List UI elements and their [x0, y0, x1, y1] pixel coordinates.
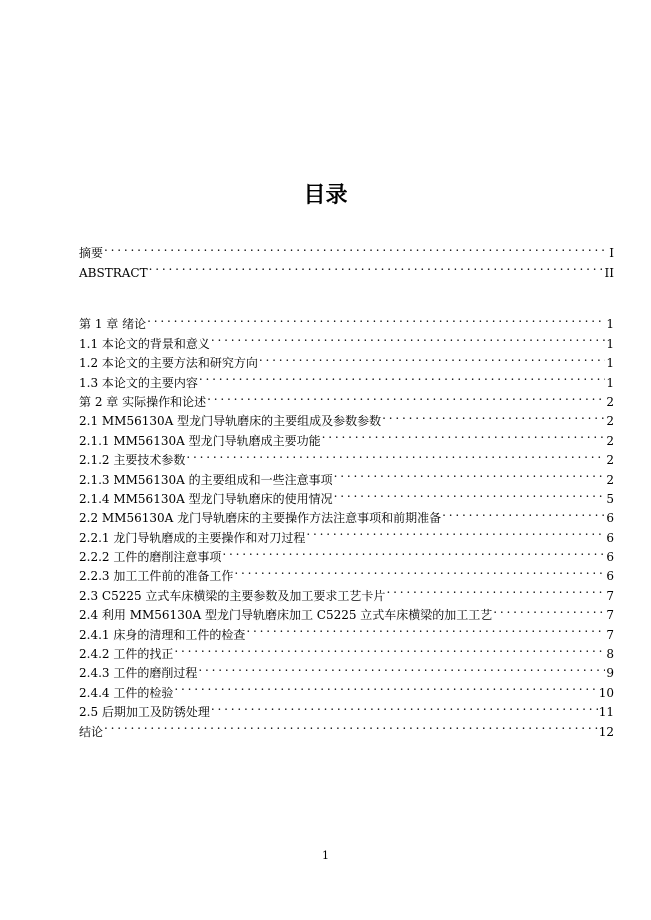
dot-leader: [222, 542, 605, 561]
dot-leader: [442, 503, 605, 522]
page-number: 1: [322, 849, 329, 862]
dot-leader: [147, 309, 605, 328]
toc-entry-page: 11: [598, 705, 614, 720]
toc-entry-label: ABSTRACT: [79, 265, 148, 280]
toc-entry-label: 2.2.2 工件的磨削注意事项: [79, 550, 222, 565]
dot-leader: [234, 561, 605, 580]
dot-leader: [334, 464, 606, 483]
dot-leader: [382, 406, 605, 425]
toc-entry-page: 7: [606, 608, 614, 623]
toc-entry-page: 10: [598, 685, 614, 700]
dot-leader: [198, 658, 605, 677]
dot-leader: [199, 367, 605, 386]
dot-leader: [493, 600, 605, 619]
toc-entry-label: 2.1 MM56130A 型龙门导轨磨床的主要组成及参数参数: [79, 414, 382, 429]
dot-leader: [174, 677, 597, 696]
dot-leader: [386, 580, 605, 599]
toc-entry-page: 1: [606, 317, 614, 332]
toc-entry-page: 2: [606, 472, 614, 487]
toc-entry-page: 1: [606, 336, 614, 351]
toc-entry-page: 6: [606, 511, 614, 526]
toc-front-matter: [79, 238, 614, 280]
dot-leader: [211, 697, 598, 716]
toc-entry-label: 2.2.1 龙门导轨磨成的主要操作和对刀过程: [79, 530, 306, 545]
page-title: 目录: [303, 183, 348, 208]
toc-entry-label: 2.1.4 MM56130A 型龙门导轨磨床的使用情况: [79, 491, 333, 506]
toc-entry-label: 2.3 C5225 立式车床横梁的主要参数及加工要求工艺卡片: [79, 588, 386, 603]
toc-entry[interactable]: [79, 309, 614, 332]
toc-entry-page: 7: [606, 627, 614, 642]
toc-entry-label: 2.2.3 加工工件前的准备工作: [79, 569, 234, 584]
toc-entry-label: 2.1.3 MM56130A 的主要组成和一些注意事项: [79, 472, 333, 487]
toc-entry-page: I: [609, 246, 614, 261]
toc-entry-label: 2.4.2 工件的找正: [79, 647, 174, 662]
toc-entry-label: 2.5 后期加工及防锈处理: [79, 705, 210, 720]
dot-leader: [174, 639, 605, 658]
toc-chapters: [79, 309, 614, 739]
toc-entry-label: 2.4.3 工件的磨削过程: [79, 666, 198, 681]
toc-entry-page: 1: [606, 375, 614, 390]
toc-entry-label: 结论: [79, 724, 104, 739]
dot-leader: [246, 619, 605, 638]
toc-entry-label: 2.2 MM56130A 龙门导轨磨床的主要操作方法注意事项和前期准备: [79, 511, 442, 526]
toc-entry-abstract-cn[interactable]: [79, 238, 614, 261]
dot-leader: [334, 484, 606, 503]
dot-leader: [211, 328, 605, 347]
toc-entry-abstract-en[interactable]: [79, 257, 614, 280]
toc-entry-page: 1: [606, 356, 614, 371]
toc-entry[interactable]: [79, 716, 614, 739]
toc-entry-page: 9: [606, 666, 614, 681]
toc-entry-page: II: [604, 265, 614, 280]
toc-entry-page: 6: [606, 550, 614, 565]
toc-entry-label: 摘要: [79, 246, 104, 261]
toc-entry-label: 2.4 利用 MM56130A 型龙门导轨磨床加工 C5225 立式车床横梁的加工工艺: [79, 608, 493, 623]
toc-entry-page: 6: [606, 569, 614, 584]
toc-entry-label: 2.1.1 MM56130A 型龙门导轨磨成主要功能: [79, 433, 321, 448]
toc-entry-label: 第 1 章 绪论: [79, 317, 147, 332]
toc-entry-label: 1.3 本论文的主要内容: [79, 375, 198, 390]
toc-entry-page: 5: [606, 491, 614, 506]
dot-leader: [207, 387, 605, 406]
dot-leader: [306, 522, 605, 541]
toc-entry-label: 1.1 本论文的背景和意义: [79, 336, 210, 351]
dot-leader: [104, 238, 608, 257]
toc-entry-label: 2.4.1 床身的清理和工件的检查: [79, 627, 246, 642]
toc-entry-page: 12: [598, 724, 614, 739]
toc-entry-label: 2.4.4 工件的检验: [79, 685, 174, 700]
toc-entry[interactable]: [79, 328, 614, 351]
toc-entry-page: 7: [606, 588, 614, 603]
dot-leader: [186, 445, 605, 464]
toc-entry-page: 6: [606, 530, 614, 545]
dot-leader: [104, 716, 598, 735]
toc-entry-label: 第 2 章 实际操作和论述: [79, 394, 207, 409]
toc-entry-label: 1.2 本论文的主要方法和研究方向: [79, 356, 258, 371]
toc-entry-page: 2: [606, 414, 614, 429]
dot-leader: [322, 425, 606, 444]
toc-entry-page: 2: [606, 453, 614, 468]
dot-leader: [259, 348, 605, 367]
toc-entry-page: 2: [606, 433, 614, 448]
toc-entry-page: 2: [606, 394, 614, 409]
toc-entry-label: 2.1.2 主要技术参数: [79, 453, 186, 468]
toc-entry-page: 8: [606, 647, 614, 662]
dot-leader: [149, 257, 604, 276]
